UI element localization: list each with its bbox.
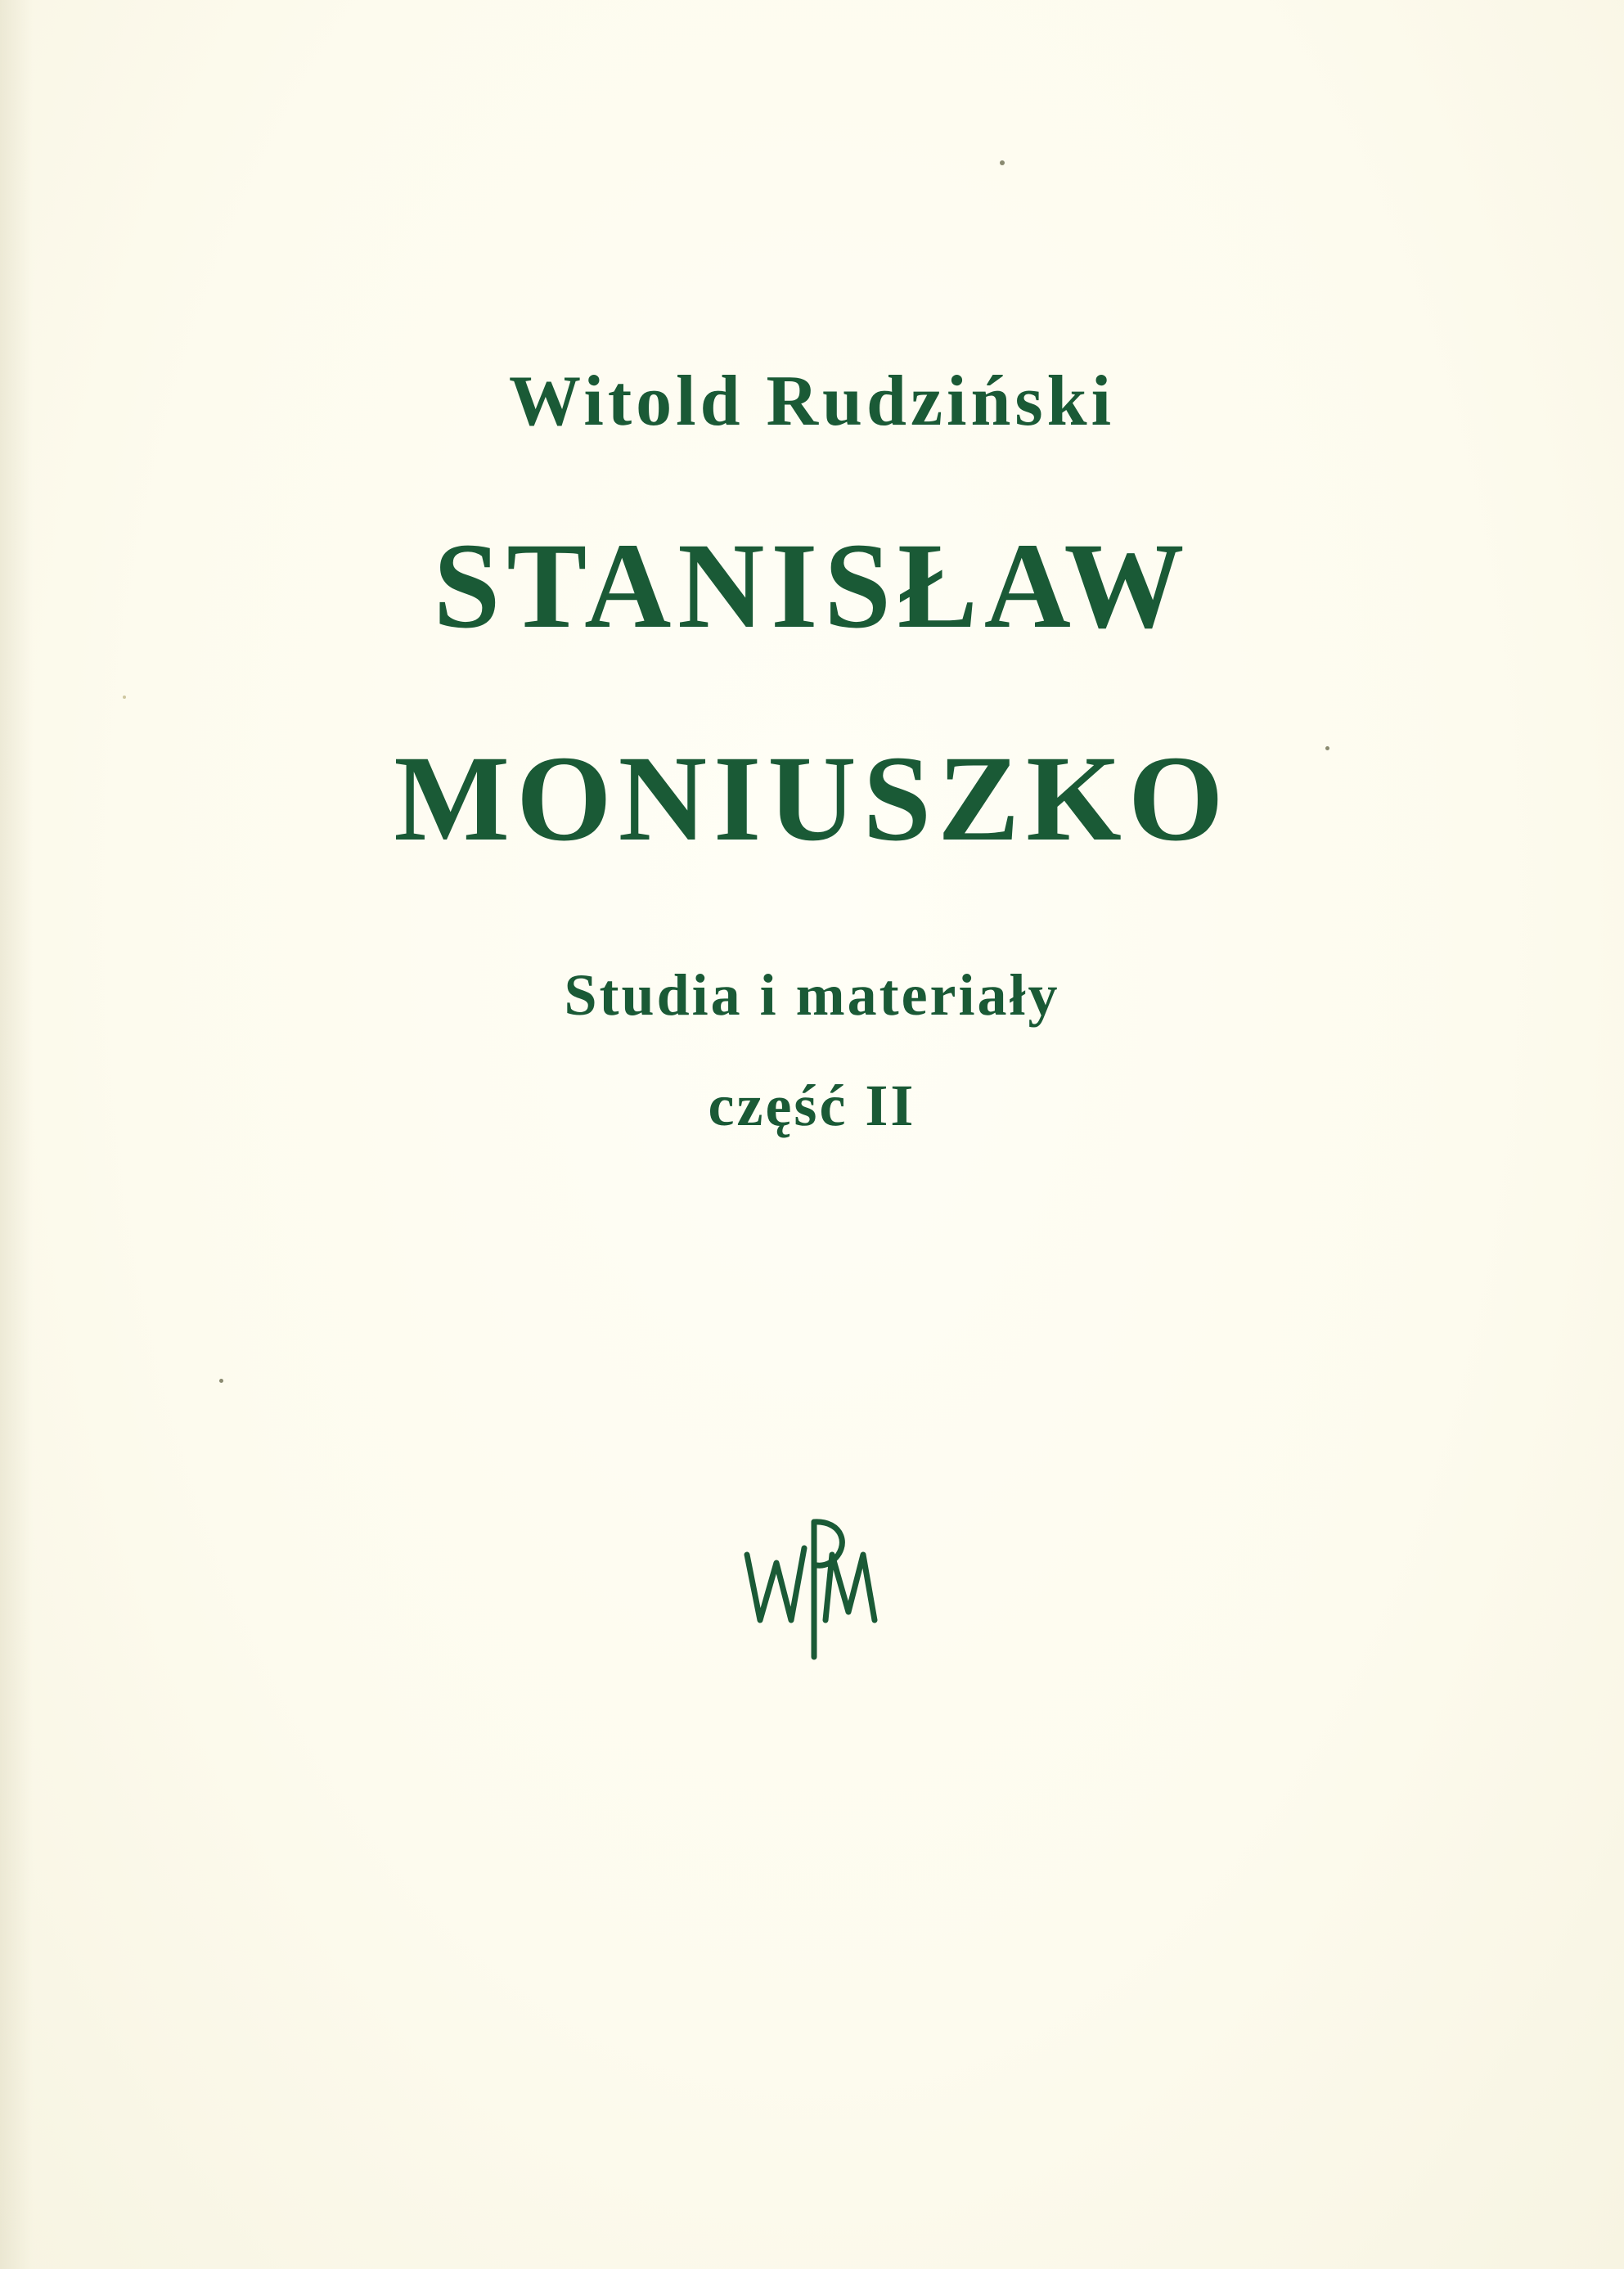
title-line-1: STANISŁAW	[433, 518, 1191, 654]
subtitle: Studia i materiały	[564, 962, 1060, 1028]
publisher-logo-icon	[740, 1497, 888, 1661]
dust-speck	[1325, 746, 1329, 750]
volume-part: część II	[708, 1073, 916, 1138]
dust-speck	[219, 1379, 223, 1383]
dust-speck	[1000, 160, 1005, 165]
author-name: Witold Rudziński	[508, 362, 1116, 441]
title-line-2: MONIUSZKO	[394, 731, 1230, 867]
dust-speck	[123, 696, 126, 699]
